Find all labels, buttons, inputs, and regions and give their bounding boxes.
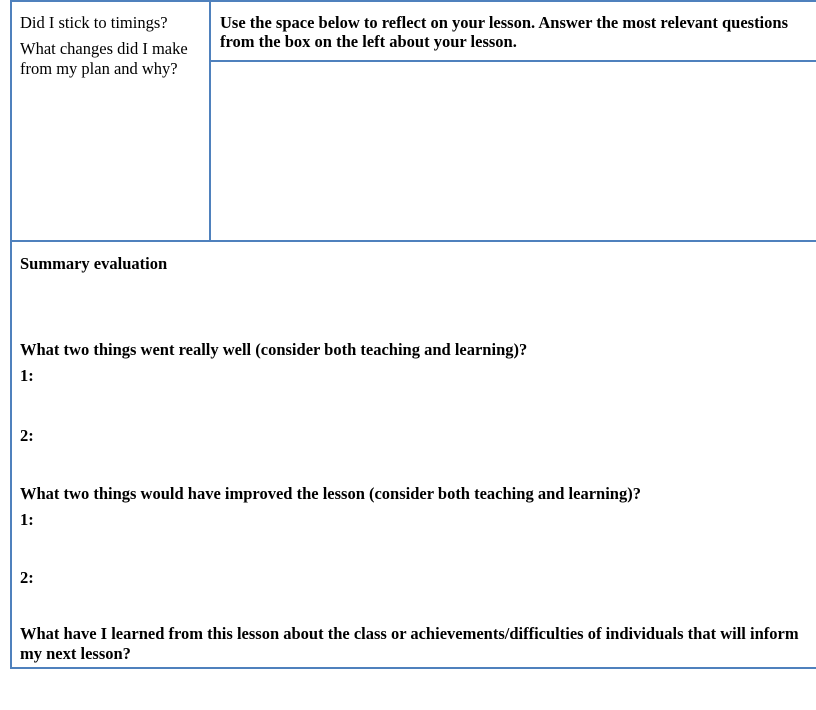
reflection-instruction: Use the space below to reflect on your lesson. Answer the most relevant questions from the box on the left about your lesson. xyxy=(211,2,816,62)
question-changes: What changes did I make from my plan and why? xyxy=(20,38,188,78)
summary-title: Summary evaluation xyxy=(20,254,168,273)
reflection-row xyxy=(12,2,816,242)
went-well-item-2: 2: xyxy=(20,426,34,445)
question-timings: Did I stick to timings? xyxy=(20,13,168,32)
section-divider xyxy=(12,240,816,242)
went-well-question: What two things went really well (consider both teaching and learning)? xyxy=(20,340,528,359)
improved-item-1: 1: xyxy=(20,510,34,529)
reflection-questions-box xyxy=(12,2,211,242)
improved-item-2: 2: xyxy=(20,568,34,587)
went-well-item-1: 1: xyxy=(20,366,34,385)
lesson-evaluation-form xyxy=(10,0,816,669)
improved-question: What two things would have improved the lesson (consider both teaching and learning)? xyxy=(20,484,641,503)
learned-question: What have I learned from this lesson about the class or achievements/difficulties of individuals that will inform my next lesson? xyxy=(20,624,799,663)
